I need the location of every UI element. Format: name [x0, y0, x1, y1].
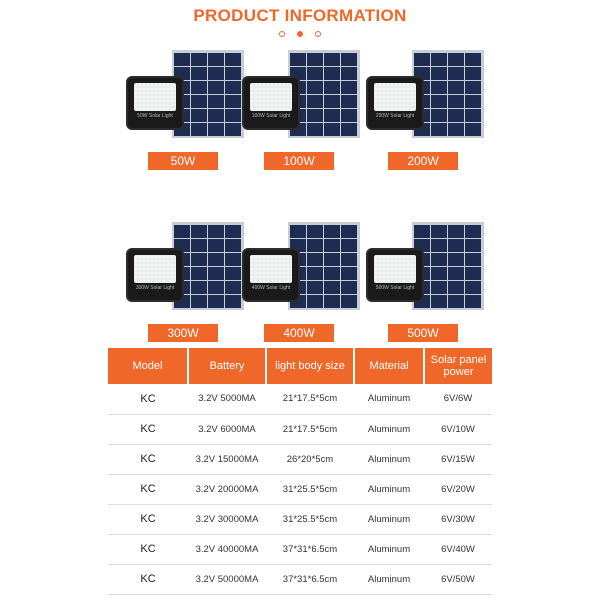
table-row: KC 3.2V 40000MA 37*31*6.5cm Aluminum 6V/40W: [108, 534, 492, 564]
column-header-battery: Battery: [188, 348, 266, 384]
table-row: KC 3.2V 30000MA 31*25.5*5cm Aluminum 6V/30W: [108, 504, 492, 534]
page-title: PRODUCT INFORMATION: [193, 6, 407, 25]
watt-label: 500W: [388, 324, 458, 342]
table-row: KC 3.2V 15000MA 26*20*5cm Aluminum 6V/15W: [108, 444, 492, 474]
column-header-model: Model: [108, 348, 188, 384]
table-row: KC 3.2V 6000MA 21*17.5*5cm Aluminum 6V/10W: [108, 414, 492, 444]
table-row: KC 3.2V 5000MA 21*17.5*5cm Aluminum 6V/6W: [108, 384, 492, 414]
watt-label: 100W: [264, 152, 334, 170]
column-header-size: light body size: [266, 348, 354, 384]
flood-light-image: 100W Solar Light: [242, 76, 300, 130]
column-header-material: Material: [354, 348, 424, 384]
table-row: KC 3.2V 50000MA 37*31*6.5cm Aluminum 6V/50W: [108, 564, 492, 594]
carousel-dot[interactable]: [315, 31, 321, 37]
carousel-dot[interactable]: [279, 31, 285, 37]
product-card-300w: [118, 222, 248, 342]
product-card-500w: [358, 222, 488, 342]
flood-light-image: 300W Solar Light: [126, 248, 184, 302]
table-row: KC 3.2V 20000MA 31*25.5*5cm Aluminum 6V/20W: [108, 474, 492, 504]
table-header-row: [108, 348, 492, 384]
flood-light-image: 400W Solar Light: [242, 248, 300, 302]
carousel-dot-active[interactable]: [297, 31, 303, 37]
column-header-solar-power: Solar panel power: [424, 348, 492, 384]
carousel-dots: [0, 31, 600, 37]
watt-label: 50W: [148, 152, 218, 170]
product-card-200w: [358, 50, 488, 170]
product-card-400w: [234, 222, 364, 342]
flood-light-image: 200W Solar Light: [366, 76, 424, 130]
watt-label: 400W: [264, 324, 334, 342]
watt-label: 200W: [388, 152, 458, 170]
watt-label: 300W: [148, 324, 218, 342]
product-card-50w: [118, 50, 248, 170]
product-card-100w: [234, 50, 364, 170]
flood-light-image: 500W Solar Light: [366, 248, 424, 302]
flood-light-image: 50W Solar Light: [126, 76, 184, 130]
spec-table: [108, 348, 492, 595]
